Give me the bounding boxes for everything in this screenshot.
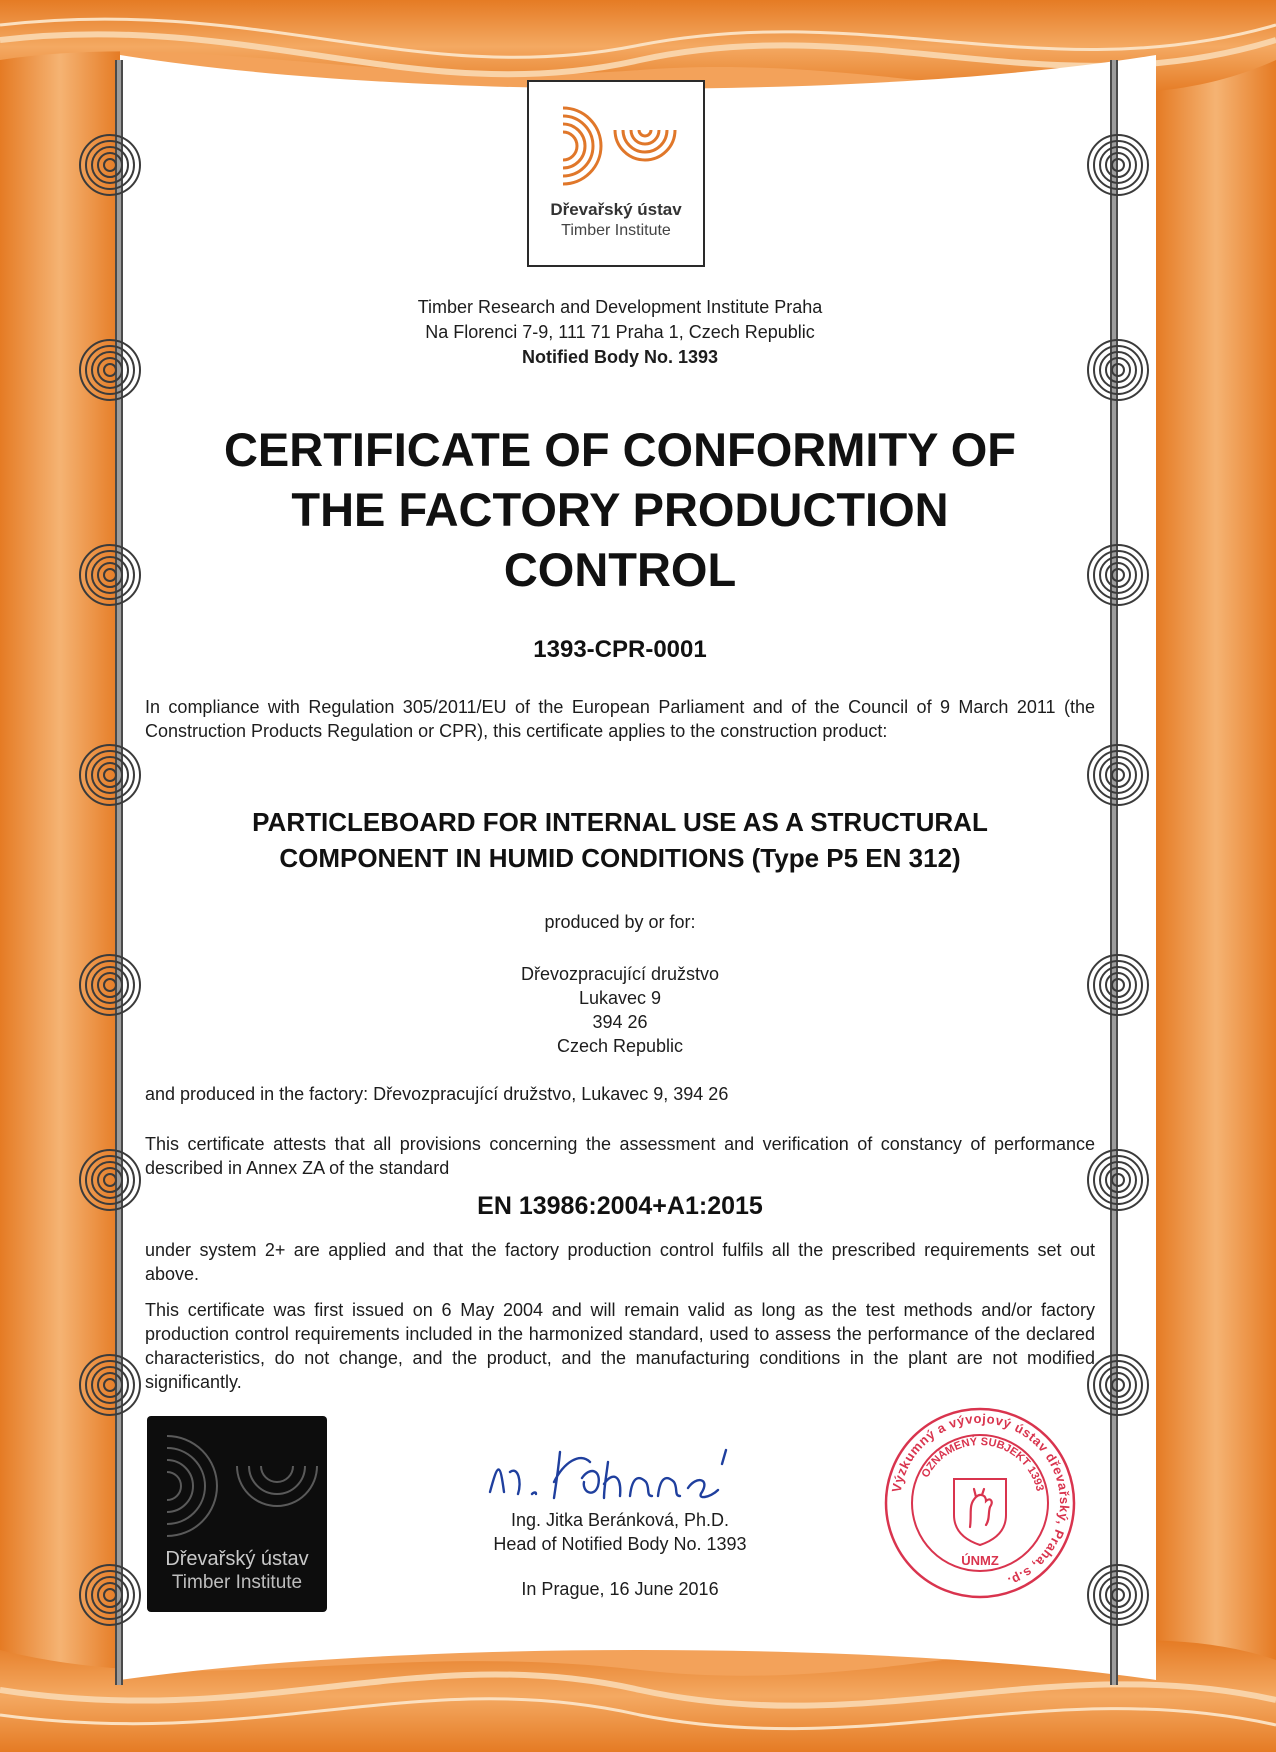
- certificate-title: [150, 420, 1090, 600]
- attests-paragraph: This certificate attests that all provisions concerning the assessment and verification of constancy of performance described in Annex ZA of the standard: [145, 1134, 1095, 1178]
- title-line: CONTROL: [503, 543, 737, 596]
- wood-rings-logo-icon: [553, 100, 683, 195]
- institute-header: [300, 295, 940, 370]
- manufacturer-address: [300, 962, 940, 1058]
- hologram-rings-icon: [147, 1416, 327, 1546]
- product-line: PARTICLEBOARD FOR INTERNAL USE AS A STRUCTURAL: [252, 807, 988, 837]
- produced-by-label: produced by or for:: [544, 912, 696, 932]
- signatory-position: Head of Notified Body No. 1393: [493, 1534, 747, 1554]
- institute-name: Timber Research and Development Institute Praha: [417, 297, 823, 317]
- product-line: COMPONENT IN HUMID CONDITIONS (Type P5 EN 312): [279, 843, 961, 873]
- title-line: THE FACTORY PRODUCTION: [291, 483, 949, 536]
- hologram-seal: [147, 1416, 327, 1612]
- manufacturer-street: Lukavec 9: [578, 988, 662, 1008]
- signatory: [420, 1508, 820, 1556]
- compliance-paragraph: In compliance with Regulation 305/2011/EU of the European Parliament and of the Council of 9 March 2011 (the Construction Products Regulation or CPR), this certificate applies to the construction product:: [145, 697, 1095, 741]
- svg-text:OZNÁMENÝ SUBJEKT 1393: OZNÁMENÝ SUBJEKT 1393: [919, 1435, 1046, 1493]
- svg-text:Výzkumný a vývojový ústav dřev: Výzkumný a vývojový ústav dřevařský, Praha, s.p.: [888, 1410, 1073, 1590]
- product-name: [150, 804, 1090, 876]
- seal-name: Dřevařský ústav: [165, 1548, 309, 1570]
- certificate-number: 1393-CPR-0001: [533, 636, 707, 663]
- manufacturer-name: Dřevozpracující družstvo: [520, 964, 720, 984]
- factory-line: and produced in the factory: Dřevozpracující družstvo, Lukavec 9, 394 26: [145, 1084, 729, 1104]
- manufacturer-postcode: 394 26: [592, 1012, 648, 1032]
- logo-subtitle: Timber Institute: [561, 222, 671, 239]
- institute-address: Na Florenci 7-9, 111 71 Praha 1, Czech Republic: [425, 322, 815, 342]
- system-paragraph: under system 2+ are applied and that the factory production control fulfils all the prescribed requirements set out above.: [145, 1240, 1095, 1284]
- svg-text:ÚNMZ: ÚNMZ: [961, 1553, 999, 1568]
- notified-body-number: Notified Body No. 1393: [521, 347, 719, 367]
- validity-paragraph: This certificate was first issued on 6 May 2004 and will remain valid as long as the test methods and/or factory production control requirements included in the harmonized standard, used to assess the performance of the declared characteristics, do not change, and the product, and the manufacturing conditions in the plant are not modified significantly.: [145, 1300, 1095, 1392]
- handwritten-signature: [470, 1422, 770, 1512]
- institute-logo: [527, 80, 705, 267]
- title-line: CERTIFICATE OF CONFORMITY OF: [223, 423, 1016, 476]
- manufacturer-country: Czech Republic: [556, 1036, 684, 1056]
- logo-name: Dřevařský ústav: [550, 200, 682, 219]
- place-and-date: In Prague, 16 June 2016: [521, 1579, 719, 1599]
- standard-reference: EN 13986:2004+A1:2015: [477, 1192, 763, 1220]
- official-stamp: [882, 1405, 1078, 1601]
- seal-subtitle: Timber Institute: [171, 1572, 303, 1593]
- signatory-name: Ing. Jitka Beránková, Ph.D.: [510, 1510, 730, 1530]
